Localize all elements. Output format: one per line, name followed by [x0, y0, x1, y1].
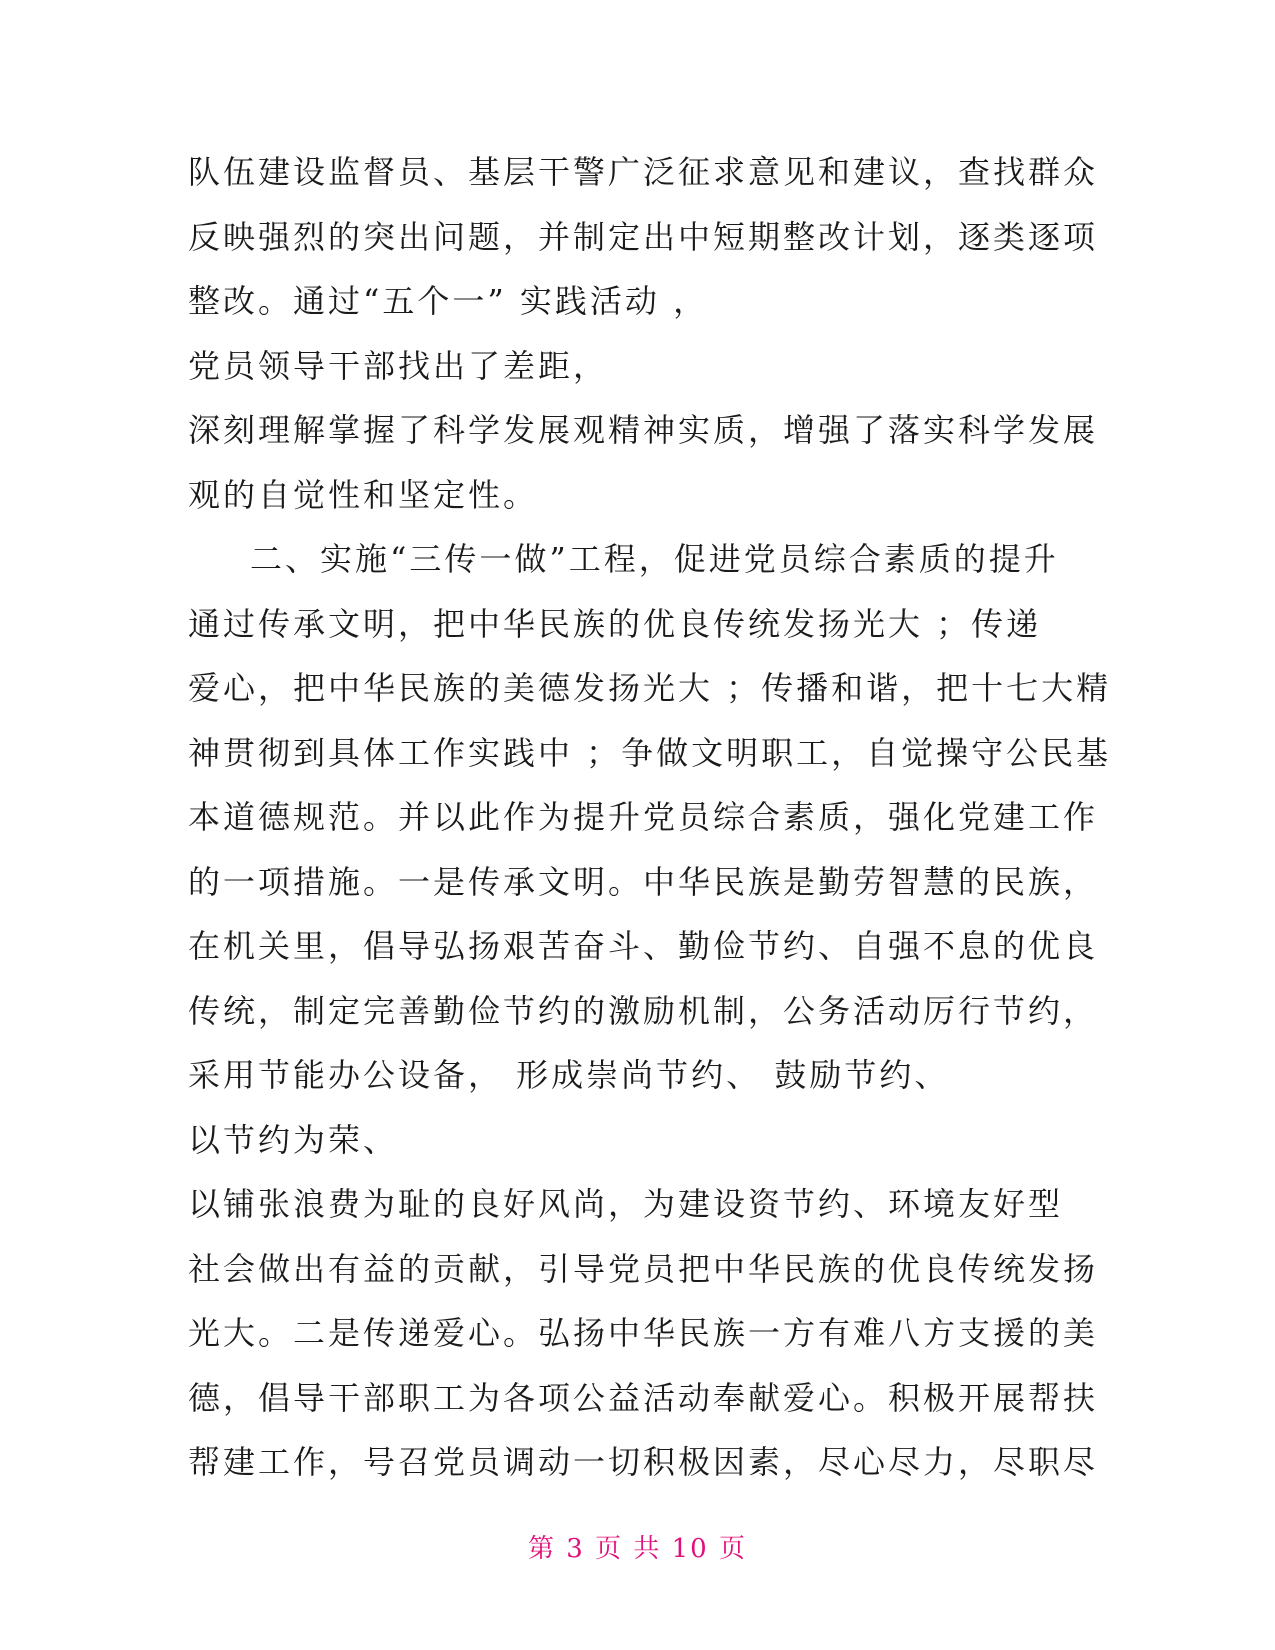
text-line: 整改。通过“五个一” 实践活动 ，: [188, 282, 709, 320]
text-line: 在机关里，倡导弘扬艰苦奋斗、勤俭节约、自强不息的优良: [188, 927, 1099, 965]
text-line: 德，倡导干部职工为各项公益活动奉献爱心。积极开展帮扶: [188, 1378, 1099, 1417]
text-line: 的一项措施。一是传承文明。中华民族是勤劳智慧的民族，: [188, 862, 1099, 901]
text-line: 帮建工作，号召党员调动一切积极因素，尽心尽力，尽职尽: [188, 1443, 1099, 1481]
text-line: 传统，制定完善勤俭节约的激励机制，公务活动厉行节约，: [188, 991, 1099, 1030]
text-line: 观的自觉性和坚定性。: [188, 475, 539, 514]
text-line: 以节约为荣、: [188, 1120, 399, 1159]
text-line: 本道德规范。并以此作为提升党员综合素质，强化党建工作: [188, 798, 1099, 836]
text-line: 以铺张浪费为耻的良好风尚，为建设资节约、环境友好型: [188, 1185, 1064, 1223]
section-heading: 二、实施“三传一做”工程，促进党员综合素质的提升: [250, 540, 1059, 578]
text-line: 光大。二是传递爱心。弘扬中华民族一方有难八方支援的美: [188, 1314, 1099, 1352]
text-line: 神贯彻到具体工作实践中 ；争做文明职工，自觉操守公民基: [188, 733, 1112, 772]
text-line: 反映强烈的突出问题，并制定出中短期整改计划，逐类逐项: [188, 217, 1099, 256]
page-number-footer: 第 3 页 共 10 页: [528, 1534, 747, 1564]
text-line: 通过传承文明，把中华民族的优良传统发扬光大 ；传递: [188, 604, 1042, 643]
body-text: [188, 140, 1112, 1495]
text-line: 爱心，把中华民族的美德发扬光大 ；传播和谐，把十七大精: [188, 669, 1112, 707]
text-line: 深刻理解掌握了科学发展观精神实质，增强了落实科学发展: [188, 411, 1099, 449]
text-line: 采用节能办公设备， 形成崇尚节约、 鼓励节约、: [188, 1056, 950, 1094]
text-line: 队伍建设监督员、基层干警广泛征求意见和建议，查找群众: [188, 153, 1099, 191]
text-line: 社会做出有益的贡献，引导党员把中华民族的优良传统发扬: [188, 1249, 1099, 1288]
text-line: 党员领导干部找出了差距，: [188, 346, 609, 385]
